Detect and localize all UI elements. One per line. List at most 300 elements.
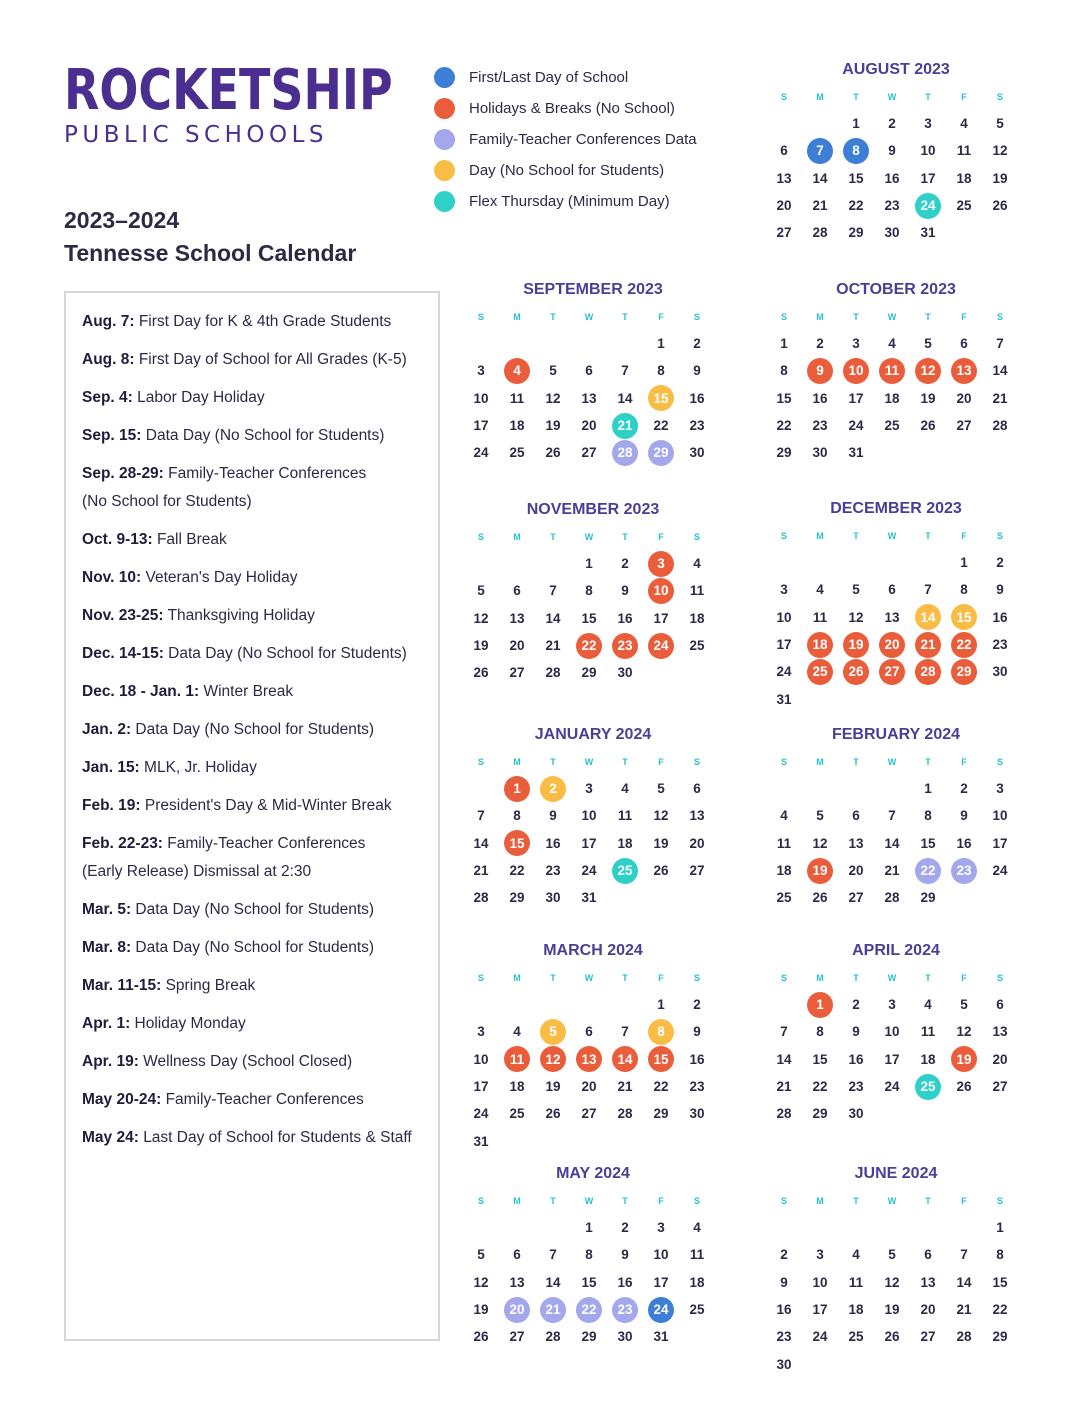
day-cell [874, 1241, 910, 1268]
weekday-header [463, 967, 718, 989]
day-cell [910, 775, 946, 802]
month-june-2024 [771, 1162, 1021, 1378]
weekday-label: S [996, 757, 1003, 767]
day-cell [874, 1073, 910, 1100]
day-number: 4 [621, 781, 629, 797]
day-cell [910, 991, 946, 1018]
day-number: 4 [816, 582, 824, 598]
day-number: 8 [657, 363, 665, 379]
weekday-header [463, 1190, 718, 1212]
day-cell [874, 137, 910, 164]
day-number: 21 [473, 863, 489, 879]
day-cell [571, 1241, 607, 1268]
day-number: 4 [888, 336, 896, 352]
weekday-label: F [658, 1196, 664, 1206]
weekday-label: W [887, 757, 897, 767]
day-number: 15 [581, 610, 597, 626]
day-number: 7 [549, 583, 557, 599]
day-number: 1 [852, 116, 860, 132]
day-cell [982, 385, 1018, 412]
day-cell [946, 549, 982, 576]
day-cell [535, 1296, 571, 1323]
day-cell [679, 357, 715, 384]
day-cell [766, 1323, 802, 1350]
event-date: Sep. 15: [82, 427, 142, 444]
day-number: 19 [992, 170, 1008, 186]
day-cell [982, 137, 1018, 164]
event-date: Mar. 5: [82, 901, 132, 918]
day-cell [838, 330, 874, 357]
day-number: 8 [780, 363, 788, 379]
day-number: 2 [693, 997, 701, 1013]
day-number: 1 [504, 776, 530, 802]
day-number: 2 [693, 336, 701, 352]
day-number: 11 [776, 835, 792, 851]
event-item [82, 346, 438, 374]
day-number: 21 [612, 413, 638, 439]
day-cell [910, 1241, 946, 1268]
day-number: 2 [621, 556, 629, 572]
event-date: Apr. 1: [82, 1015, 131, 1032]
weekday-label: T [622, 312, 628, 322]
day-number: 14 [776, 1051, 792, 1067]
day-number: 28 [612, 440, 638, 466]
event-text: Data Day (No School for Students) [145, 427, 385, 444]
day-cell [982, 1296, 1018, 1323]
day-cell [838, 857, 874, 884]
day-cell [766, 884, 802, 911]
rocketship-logo [64, 58, 465, 148]
day-cell [910, 1269, 946, 1296]
day-cell [643, 1018, 679, 1045]
day-cell [679, 1018, 715, 1045]
day-cell [643, 830, 679, 857]
day-number: 4 [924, 997, 932, 1013]
event-text: MLK, Jr. Holiday [144, 759, 257, 776]
day-number: 11 [509, 390, 525, 406]
day-number: 14 [617, 390, 633, 406]
day-number: 28 [617, 1106, 633, 1122]
day-number: 9 [852, 1024, 860, 1040]
day-number: 28 [776, 1106, 792, 1122]
day-cell [643, 1214, 679, 1241]
day-cell [802, 658, 838, 685]
day-cell [802, 1018, 838, 1045]
day-number: 7 [996, 336, 1004, 352]
day-number: 2 [540, 776, 566, 802]
day-cell [607, 1100, 643, 1127]
day-cell [643, 1100, 679, 1127]
day-number: 13 [992, 1024, 1008, 1040]
day-number: 8 [513, 808, 521, 824]
empty-cell [499, 550, 535, 577]
event-item [82, 792, 438, 820]
day-cell [946, 110, 982, 137]
month-title: MARCH 2024 [543, 942, 643, 959]
day-cell [535, 1018, 571, 1045]
day-number: 18 [807, 632, 833, 658]
day-number: 1 [657, 336, 665, 352]
legend-item [434, 155, 697, 186]
day-cell [499, 884, 535, 911]
weekday-label: S [780, 531, 787, 541]
day-cell [802, 165, 838, 192]
day-number: 17 [473, 418, 489, 434]
day-number: 16 [545, 835, 561, 851]
day-number: 4 [504, 358, 530, 384]
calendar-name: Tennesse School Calendar [64, 240, 357, 266]
days-grid [766, 991, 1021, 1127]
day-number: 24 [648, 1297, 674, 1323]
weekday-label: M [816, 1196, 824, 1206]
weekday-header [766, 86, 1021, 108]
day-number: 27 [956, 418, 972, 434]
day-number: 31 [581, 890, 597, 906]
day-number: 15 [581, 1274, 597, 1290]
day-number: 3 [477, 363, 485, 379]
day-number: 29 [581, 665, 597, 681]
day-cell [946, 412, 982, 439]
day-cell [766, 385, 802, 412]
day-cell [802, 604, 838, 631]
day-number: 8 [996, 1247, 1004, 1263]
weekday-label: T [853, 312, 859, 322]
day-cell [838, 991, 874, 1018]
event-item [82, 1048, 438, 1076]
day-cell [607, 1046, 643, 1073]
event-date: Sep. 4: [82, 389, 133, 406]
day-number: 27 [992, 1079, 1008, 1095]
day-cell [535, 1073, 571, 1100]
event-date: Nov. 10: [82, 569, 142, 586]
day-cell [643, 857, 679, 884]
day-number: 2 [852, 997, 860, 1013]
day-number: 6 [585, 1024, 593, 1040]
day-cell [607, 605, 643, 632]
empty-cell [499, 330, 535, 357]
weekday-label: T [853, 531, 859, 541]
day-number: 7 [807, 138, 833, 164]
day-cell [874, 991, 910, 1018]
day-number: 30 [617, 1329, 633, 1345]
weekday-label: M [513, 1196, 521, 1206]
weekday-label: M [513, 532, 521, 542]
day-cell [766, 439, 802, 466]
day-cell [874, 1018, 910, 1045]
empty-cell [802, 549, 838, 576]
weekday-label: W [887, 92, 897, 102]
day-cell [571, 1100, 607, 1127]
day-number: 29 [648, 440, 674, 466]
day-cell [499, 605, 535, 632]
weekday-label: F [658, 973, 664, 983]
day-cell [802, 1296, 838, 1323]
day-cell [838, 1241, 874, 1268]
day-number: 22 [576, 1297, 602, 1323]
day-cell [910, 1073, 946, 1100]
month-april-2024 [771, 939, 1021, 1127]
day-number: 23 [884, 198, 900, 214]
day-number: 14 [915, 604, 941, 630]
day-cell [499, 775, 535, 802]
legend-item [434, 62, 697, 93]
weekday-label: T [925, 92, 931, 102]
month-title: FEBRUARY 2024 [831, 726, 961, 743]
day-cell [838, 385, 874, 412]
day-cell [982, 1269, 1018, 1296]
day-number: 11 [920, 1024, 936, 1040]
day-cell [982, 110, 1018, 137]
empty-cell [535, 991, 571, 1018]
day-number: 1 [807, 992, 833, 1018]
day-cell [982, 830, 1018, 857]
day-cell [874, 412, 910, 439]
day-number: 10 [992, 808, 1008, 824]
event-text: Fall Break [156, 531, 227, 548]
day-cell [838, 192, 874, 219]
day-number: 22 [992, 1302, 1008, 1318]
day-cell [946, 1046, 982, 1073]
event-text: First Day of School for All Grades (K-5) [138, 351, 407, 368]
day-number: 9 [621, 583, 629, 599]
day-number: 13 [951, 358, 977, 384]
weekday-label: M [816, 973, 824, 983]
empty-cell [571, 991, 607, 1018]
day-number: 9 [693, 363, 701, 379]
weekday-label: W [887, 973, 897, 983]
day-cell [982, 857, 1018, 884]
weekday-label: T [925, 973, 931, 983]
day-cell [643, 550, 679, 577]
day-number: 21 [956, 1302, 972, 1318]
day-number: 26 [473, 1329, 489, 1345]
day-number: 6 [693, 781, 701, 797]
day-number: 18 [884, 390, 900, 406]
day-cell [802, 192, 838, 219]
day-number: 30 [812, 445, 828, 461]
day-number: 10 [648, 578, 674, 604]
day-number: 20 [776, 198, 792, 214]
day-cell [535, 1046, 571, 1073]
day-cell [499, 412, 535, 439]
day-cell [463, 884, 499, 911]
day-cell [946, 385, 982, 412]
day-number: 29 [581, 1329, 597, 1345]
day-number: 17 [473, 1079, 489, 1095]
day-number: 2 [816, 336, 824, 352]
empty-cell [499, 991, 535, 1018]
day-cell [607, 1269, 643, 1296]
day-number: 20 [956, 390, 972, 406]
weekday-label: S [477, 973, 484, 983]
day-number: 19 [920, 390, 936, 406]
empty-cell [463, 330, 499, 357]
day-cell [802, 884, 838, 911]
day-number: 26 [843, 659, 869, 685]
day-number: 24 [473, 1106, 489, 1122]
day-cell [766, 1073, 802, 1100]
legend-dot-icon [434, 129, 455, 150]
day-cell [607, 385, 643, 412]
day-number: 26 [992, 198, 1008, 214]
day-cell [982, 576, 1018, 603]
day-cell [766, 857, 802, 884]
event-date: Mar. 8: [82, 939, 132, 956]
day-number: 30 [617, 665, 633, 681]
day-number: 28 [956, 1329, 972, 1345]
day-cell [874, 219, 910, 246]
day-cell [679, 1241, 715, 1268]
empty-cell [766, 775, 802, 802]
day-cell [643, 439, 679, 466]
day-cell [946, 192, 982, 219]
day-number: 7 [888, 808, 896, 824]
weekday-label: T [925, 531, 931, 541]
day-number: 6 [924, 1247, 932, 1263]
day-cell [802, 1100, 838, 1127]
day-number: 6 [513, 1247, 521, 1263]
legend-dot-icon [434, 98, 455, 119]
day-number: 6 [585, 363, 593, 379]
day-number: 31 [653, 1329, 669, 1345]
day-cell [838, 658, 874, 685]
day-cell [571, 385, 607, 412]
event-text: Family-Teacher Conferences [165, 1091, 364, 1108]
event-text: Thanksgiving Holiday [167, 607, 315, 624]
day-number: 10 [581, 808, 597, 824]
weekday-label: S [780, 92, 787, 102]
days-grid [463, 1214, 718, 1350]
day-number: 21 [545, 638, 561, 654]
day-number: 14 [612, 1046, 638, 1072]
day-cell [679, 1073, 715, 1100]
day-number: 20 [689, 835, 705, 851]
day-cell [463, 1269, 499, 1296]
day-number: 27 [581, 1106, 597, 1122]
day-cell [910, 1323, 946, 1350]
day-number: 29 [920, 890, 936, 906]
day-cell [874, 1046, 910, 1073]
day-cell [766, 1046, 802, 1073]
day-cell [607, 577, 643, 604]
event-date: Sep. 28-29: [82, 465, 164, 482]
empty-cell [463, 550, 499, 577]
day-cell [571, 857, 607, 884]
day-cell [499, 1269, 535, 1296]
day-cell [874, 576, 910, 603]
day-cell [535, 577, 571, 604]
day-cell [946, 604, 982, 631]
days-grid [766, 330, 1021, 466]
weekday-label: T [925, 1196, 931, 1206]
day-number: 25 [807, 659, 833, 685]
day-cell [463, 1046, 499, 1073]
day-number: 3 [585, 781, 593, 797]
day-number: 25 [884, 418, 900, 434]
day-cell [463, 1323, 499, 1350]
day-cell [766, 685, 802, 712]
day-number: 26 [545, 1106, 561, 1122]
day-number: 25 [689, 638, 705, 654]
day-cell [679, 632, 715, 659]
day-number: 24 [473, 445, 489, 461]
day-number: 4 [780, 808, 788, 824]
day-cell [535, 1100, 571, 1127]
day-number: 20 [509, 638, 525, 654]
day-number: 25 [848, 1329, 864, 1345]
day-cell [607, 550, 643, 577]
day-number: 23 [689, 1079, 705, 1095]
day-cell [535, 802, 571, 829]
empty-cell [499, 1214, 535, 1241]
weekday-label: S [693, 312, 700, 322]
day-cell [463, 802, 499, 829]
day-number: 19 [843, 632, 869, 658]
day-number: 9 [807, 358, 833, 384]
legend [434, 62, 697, 217]
day-cell [982, 165, 1018, 192]
day-cell [982, 357, 1018, 384]
day-number: 18 [689, 610, 705, 626]
day-cell [874, 1296, 910, 1323]
day-number: 15 [951, 604, 977, 630]
day-number: 25 [915, 1074, 941, 1100]
weekday-label: S [693, 973, 700, 983]
day-cell [607, 1241, 643, 1268]
legend-label: Flex Thursday (Minimum Day) [469, 193, 670, 210]
day-cell [643, 1073, 679, 1100]
day-cell [766, 631, 802, 658]
day-cell [571, 412, 607, 439]
weekday-header [766, 306, 1021, 328]
day-number: 16 [992, 609, 1008, 625]
days-grid [766, 110, 1021, 246]
weekday-label: T [550, 757, 556, 767]
day-cell [802, 385, 838, 412]
day-number: 24 [776, 664, 792, 680]
day-cell [982, 604, 1018, 631]
day-number: 7 [621, 1024, 629, 1040]
day-number: 15 [812, 1051, 828, 1067]
day-number: 14 [956, 1274, 972, 1290]
day-cell [535, 884, 571, 911]
day-number: 30 [545, 890, 561, 906]
day-cell [946, 1323, 982, 1350]
day-cell [607, 802, 643, 829]
day-number: 29 [653, 1106, 669, 1122]
day-number: 5 [540, 1019, 566, 1045]
day-cell [766, 604, 802, 631]
day-number: 29 [776, 445, 792, 461]
legend-dot-icon [434, 160, 455, 181]
legend-label: Family-Teacher Conferences Data [469, 131, 697, 148]
day-number: 30 [848, 1106, 864, 1122]
day-number: 27 [879, 659, 905, 685]
day-number: 3 [924, 116, 932, 132]
event-date: Feb. 19: [82, 797, 141, 814]
day-number: 15 [992, 1274, 1008, 1290]
important-dates-list [64, 291, 440, 1341]
day-number: 5 [960, 997, 968, 1013]
day-cell [910, 576, 946, 603]
day-number: 9 [888, 143, 896, 159]
day-cell [766, 1296, 802, 1323]
day-cell [838, 1296, 874, 1323]
day-number: 18 [509, 418, 525, 434]
day-cell [571, 775, 607, 802]
day-cell [946, 775, 982, 802]
month-title: NOVEMBER 2023 [526, 501, 660, 518]
